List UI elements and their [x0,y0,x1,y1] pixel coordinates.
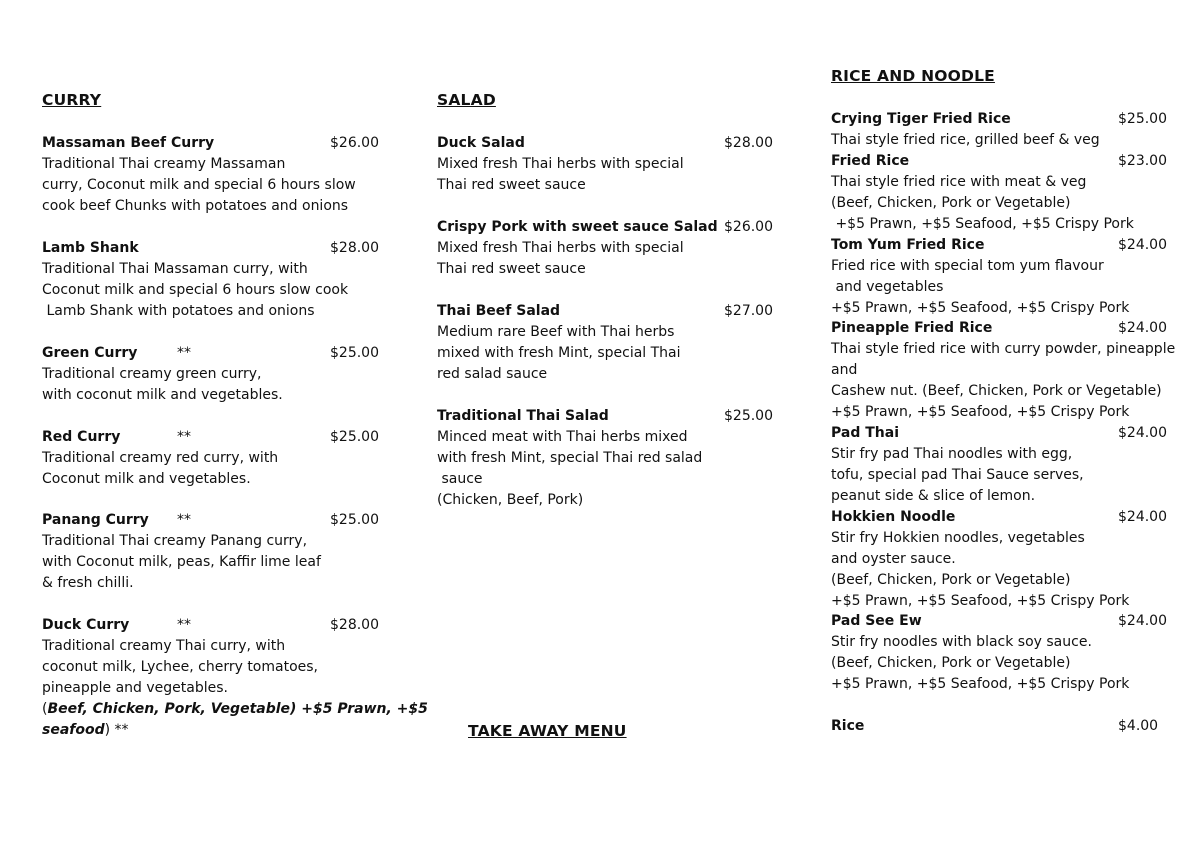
item-name: Duck Curry [42,617,130,633]
item-desc-line: Fried rice with special tom yum flavour [831,258,1104,274]
item-desc-line: Mixed fresh Thai herbs with special [437,240,684,256]
item-price: $24.00 [1118,509,1167,525]
item-stars: ** [177,512,191,528]
menu-item-panang-curry [42,510,382,594]
item-name: Pineapple Fried Rice [831,320,993,336]
item-desc-line: Traditional creamy green curry, [42,366,262,382]
menu-item-pad-see-ew [831,611,1176,695]
item-name: Massaman Beef Curry [42,135,215,151]
item-desc-line: Traditional Thai Massaman curry, with [42,261,308,277]
item-desc-line: Minced meat with Thai herbs mixed [437,429,688,445]
menu-item-duck-salad [437,133,777,196]
item-desc-line: Thai red sweet sauce [437,177,586,193]
item-price: $28.00 [330,240,379,256]
item-name: Crying Tiger Fried Rice [831,111,1011,127]
item-desc-line: Thai style fried rice with meat & veg [831,174,1087,190]
item-name: Lamb Shank [42,240,139,256]
item-desc-line: curry, Coconut milk and special 6 hours slow [42,177,356,193]
options-text: Beef, Chicken, Pork, Vegetable) +$5 Prawn, +$5 [47,701,428,717]
item-desc-line: cook beef Chunks with potatoes and onions [42,198,349,214]
item-name: Rice [831,718,865,734]
item-price: $23.00 [1118,153,1167,169]
item-desc-line: (Beef, Chicken, Pork or Vegetable) [831,655,1071,671]
item-desc-line: Mixed fresh Thai herbs with special [437,156,684,172]
item-desc-line: +$5 Prawn, +$5 Seafood, +$5 Crispy Pork [831,216,1134,232]
item-desc-line: and [831,362,858,378]
item-name: Thai Beef Salad [437,303,561,319]
item-name: Panang Curry [42,512,149,528]
item-name: Green Curry [42,345,138,361]
menu-item-hokkien-noodle [831,507,1176,612]
menu-item-red-curry [42,427,382,490]
item-stars: ** [177,617,191,633]
item-name: Fried Rice [831,153,910,169]
item-price: $24.00 [1118,320,1167,336]
item-stars: ** [177,429,191,445]
item-desc-line: Traditional Thai creamy Panang curry, [42,533,308,549]
item-price: $25.00 [330,429,379,445]
item-desc-line: Coconut milk and special 6 hours slow cook [42,282,349,298]
options-paren: ( [42,701,48,717]
item-desc-line: (Beef, Chicken, Pork or Vegetable) [831,572,1071,588]
menu-item-crying-tiger-fried-rice [831,109,1176,151]
item-name: Duck Salad [437,135,525,151]
item-desc-line: +$5 Prawn, +$5 Seafood, +$5 Crispy Pork [831,593,1130,609]
item-price: $25.00 [724,408,773,424]
rice-noodle-heading: RICE AND NOODLE [831,67,995,85]
item-desc-line: Coconut milk and vegetables. [42,471,251,487]
item-name: Traditional Thai Salad [437,408,609,424]
menu-item-rice [831,716,1176,737]
menu-item-lamb-shank [42,238,382,322]
item-name: Pad See Ew [831,613,922,629]
item-desc-line: Traditional creamy red curry, with [42,450,279,466]
item-desc-line: with coconut milk and vegetables. [42,387,283,403]
item-price: $27.00 [724,303,773,319]
item-price: $28.00 [330,617,379,633]
salad-heading: SALAD [437,91,496,109]
item-desc-line: +$5 Prawn, +$5 Seafood, +$5 Crispy Pork [831,300,1130,316]
item-desc-line: Stir fry pad Thai noodles with egg, [831,446,1073,462]
item-stars: ** [177,345,191,361]
item-desc-line: Lamb Shank with potatoes and onions [42,303,315,319]
item-price: $25.00 [330,512,379,528]
item-desc-line: Thai style fried rice, grilled beef & veg [831,132,1100,148]
item-desc-line: Thai style fried rice with curry powder, pineapple [831,341,1176,357]
item-desc-line: Medium rare Beef with Thai herbs [437,324,675,340]
item-price: $24.00 [1118,237,1167,253]
options-text: seafood [42,722,105,738]
item-desc-line: pineapple and vegetables. [42,680,228,696]
menu-item-thai-beef-salad [437,301,777,385]
item-desc-line: & fresh chilli. [42,575,134,591]
item-name: Red Curry [42,429,121,445]
curry-heading: CURRY [42,91,102,109]
item-name: Tom Yum Fried Rice [831,237,985,253]
item-desc-line: Cashew nut. (Beef, Chicken, Pork or Vegetable) [831,383,1162,399]
menu-item-green-curry [42,343,382,406]
item-desc-line: sauce [437,471,483,487]
item-desc-line: +$5 Prawn, +$5 Seafood, +$5 Crispy Pork [831,404,1130,420]
item-desc-line: and oyster sauce. [831,551,956,567]
item-price: $25.00 [1118,111,1167,127]
item-price: $24.00 [1118,613,1167,629]
menu-item-tom-yum-fried-rice [831,235,1176,319]
item-price: $28.00 [724,135,773,151]
options-suffix: ) ** [104,722,129,738]
item-name: Crispy Pork with sweet sauce Salad [437,219,718,235]
item-desc-line: Traditional Thai creamy Massaman [42,156,286,172]
item-desc-line: and vegetables [831,279,944,295]
menu-item-crispy-pork-salad [437,217,777,280]
item-desc-line: (Beef, Chicken, Pork or Vegetable) [831,195,1071,211]
item-name: Pad Thai [831,425,899,441]
item-price: $26.00 [330,135,379,151]
item-desc-line: with fresh Mint, special Thai red salad [437,450,703,466]
item-desc-line: with Coconut milk, peas, Kaffir lime leaf [42,554,321,570]
item-desc-line: coconut milk, Lychee, cherry tomatoes, [42,659,319,675]
item-price: $25.00 [330,345,379,361]
item-desc-line: Thai red sweet sauce [437,261,586,277]
item-desc-line: Stir fry noodles with black soy sauce. [831,634,1092,650]
item-desc-line: red salad sauce [437,366,548,382]
item-name: Hokkien Noodle [831,509,956,525]
item-desc-line: tofu, special pad Thai Sauce serves, [831,467,1084,483]
item-desc-line: Stir fry Hokkien noodles, vegetables [831,530,1085,546]
menu-item-duck-curry [42,615,428,741]
menu-item-massaman-beef-curry [42,133,382,217]
item-desc-line: (Chicken, Beef, Pork) [437,492,584,508]
menu-item-traditional-thai-salad [437,406,777,511]
take-away-menu-title: TAKE AWAY MENU [468,722,627,740]
item-options-line [42,699,428,720]
item-desc-line: Traditional creamy Thai curry, with [42,638,286,654]
item-desc-line: +$5 Prawn, +$5 Seafood, +$5 Crispy Pork [831,676,1130,692]
item-price: $26.00 [724,219,773,235]
item-options-line [42,720,382,741]
item-price: $4.00 [1118,718,1159,734]
menu-item-pad-thai [831,423,1176,507]
item-desc-line: mixed with fresh Mint, special Thai [437,345,681,361]
item-desc-line: peanut side & slice of lemon. [831,488,1036,504]
menu-item-fried-rice [831,151,1176,235]
menu-item-pineapple-fried-rice [831,318,1176,423]
item-price: $24.00 [1118,425,1167,441]
